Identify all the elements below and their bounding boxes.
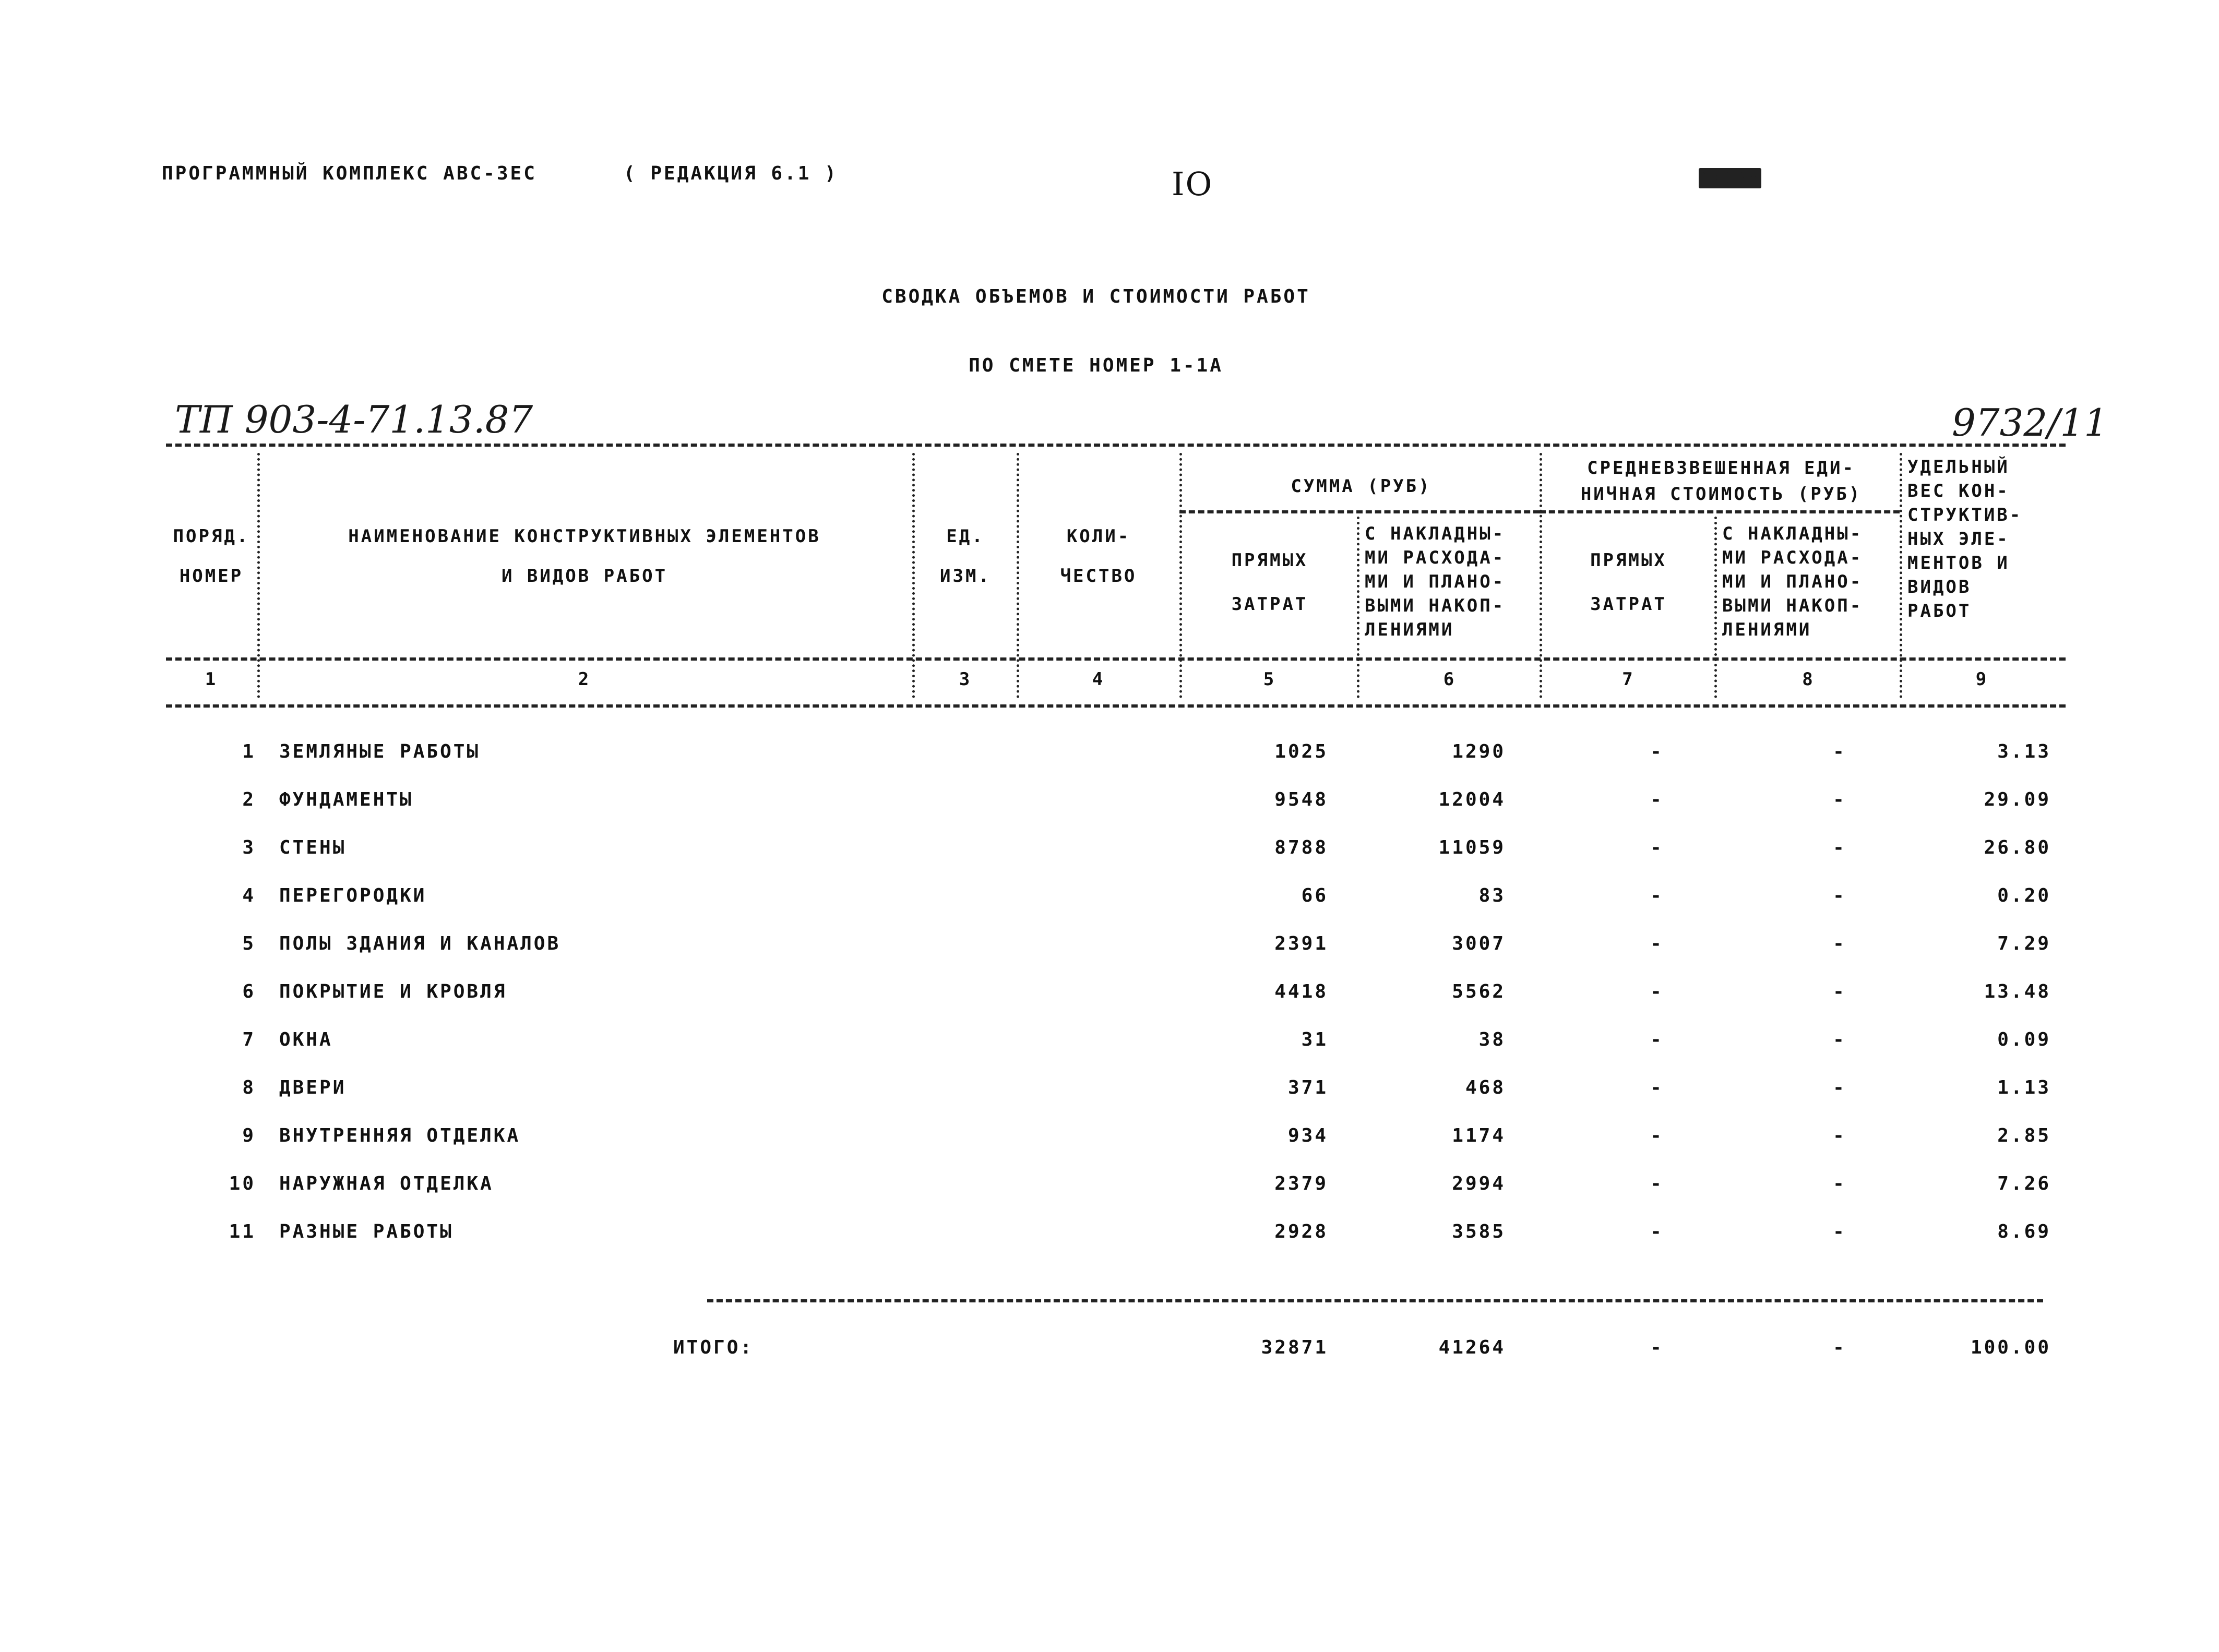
estimate-number: ПО СМЕТЕ НОМЕР 1-1А (969, 355, 1223, 376)
row-name: ПОЛЫ ЗДАНИЯ И КАНАЛОВ (279, 933, 561, 954)
row-direct-cost: 9548 (1274, 789, 1328, 810)
separator-1 (257, 453, 260, 698)
row-name: ПОКРЫТИЕ И КРОВЛЯ (279, 981, 507, 1002)
row-name: ДВЕРИ (279, 1077, 347, 1098)
row-number: 3 (242, 837, 256, 858)
row-number: 5 (242, 933, 256, 954)
row-name: НАРУЖНАЯ ОТДЕЛКА (279, 1173, 494, 1194)
row-avg-overhead: - (1833, 837, 1846, 858)
header-col5: ПРЯМЫХ ЗАТРАТ (1231, 550, 1308, 615)
row-number: 11 (229, 1221, 256, 1242)
header-col3: ЕД. ИЗМ. (940, 526, 991, 586)
colnum-9: 9 (1975, 669, 1989, 690)
row-avg-direct: - (1650, 1173, 1664, 1194)
row-avg-direct: - (1650, 1125, 1664, 1146)
row-number: 1 (242, 741, 256, 762)
row-share: 1.13 (1997, 1077, 2051, 1098)
row-avg-overhead: - (1833, 789, 1846, 810)
avg-group-divider (1540, 510, 1900, 513)
colnum-7: 7 (1622, 669, 1635, 690)
row-number: 7 (242, 1029, 256, 1050)
row-number: 4 (242, 885, 256, 906)
sum-group-divider (1179, 510, 1540, 513)
row-overhead-cost: 2994 (1452, 1173, 1506, 1194)
row-avg-overhead: - (1833, 1221, 1846, 1242)
row-name: ПЕРЕГОРОДКИ (279, 885, 427, 906)
total-label: ИТОГО: (673, 1337, 754, 1358)
total-avg-overhead: - (1833, 1337, 1846, 1358)
row-number: 8 (242, 1077, 256, 1098)
colnum-2: 2 (578, 669, 591, 690)
header-avg-group: СРЕДНЕВЗВЕШЕННАЯ ЕДИ- НИЧНАЯ СТОИМОСТЬ (РУБ) (1580, 458, 1862, 505)
header-col6: С НАКЛАДНЫ- МИ РАСХОДА- МИ И ПЛАНО- ВЫМИ НАКОП- ЛЕНИЯМИ (1365, 523, 1506, 640)
row-overhead-cost: 3585 (1452, 1221, 1506, 1242)
row-overhead-cost: 1174 (1452, 1125, 1506, 1146)
row-overhead-cost: 468 (1465, 1077, 1506, 1098)
row-avg-direct: - (1650, 1077, 1664, 1098)
stamp: 970109 (1699, 168, 1761, 188)
total-avg-direct: - (1650, 1337, 1664, 1358)
colnum-8: 8 (1802, 669, 1815, 690)
total-share: 100.00 (1970, 1337, 2051, 1358)
separator-7 (1714, 517, 1717, 698)
row-number: 2 (242, 789, 256, 810)
handwritten-project-code: ТП 903-4-71.13.87 (175, 398, 533, 441)
row-avg-direct: - (1650, 1029, 1664, 1050)
header-sum-group: СУММА (РУБ) (1291, 476, 1431, 497)
row-direct-cost: 8788 (1274, 837, 1328, 858)
row-direct-cost: 31 (1301, 1029, 1328, 1050)
row-name: СТЕНЫ (279, 837, 347, 858)
page-number: IO (1172, 165, 1213, 203)
colnum-1: 1 (205, 669, 218, 690)
row-direct-cost: 4418 (1274, 981, 1328, 1002)
row-avg-direct: - (1650, 933, 1664, 954)
row-share: 29.09 (1984, 789, 2051, 810)
header-col9: УДЕЛЬНЫЙ ВЕС КОН- СТРУКТИВ- НЫХ ЭЛЕ- МЕНТОВ И ВИДОВ РАБОТ (1907, 457, 2023, 621)
row-share: 26.80 (1984, 837, 2051, 858)
program-name: ПРОГРАММНЫЙ КОМПЛЕКС АВС-ЗЕС (162, 163, 537, 184)
separator-6 (1540, 453, 1542, 698)
header-bottom-border (166, 657, 2066, 661)
row-overhead-cost: 12004 (1438, 789, 1506, 810)
row-avg-overhead: - (1833, 981, 1846, 1002)
row-avg-direct: - (1650, 789, 1664, 810)
row-overhead-cost: 83 (1478, 885, 1506, 906)
row-share: 7.26 (1997, 1173, 2051, 1194)
row-share: 0.20 (1997, 885, 2051, 906)
row-avg-overhead: - (1833, 1125, 1846, 1146)
row-avg-overhead: - (1833, 1077, 1846, 1098)
row-share: 2.85 (1997, 1125, 2051, 1146)
edition-label: ( РЕДАКЦИЯ 6.1 ) (624, 163, 838, 184)
column-numbers-bottom-border (166, 704, 2066, 708)
row-share: 0.09 (1997, 1029, 2051, 1050)
row-avg-direct: - (1650, 741, 1664, 762)
separator-2 (912, 453, 915, 698)
row-avg-overhead: - (1833, 933, 1846, 954)
total-direct: 32871 (1261, 1337, 1328, 1358)
row-avg-overhead: - (1833, 1029, 1846, 1050)
header-col7: ПРЯМЫХ ЗАТРАТ (1590, 550, 1667, 615)
row-share: 3.13 (1997, 741, 2051, 762)
separator-8 (1900, 453, 1902, 698)
row-overhead-cost: 11059 (1438, 837, 1506, 858)
separator-3 (1017, 453, 1019, 698)
total-overhead: 41264 (1438, 1337, 1506, 1358)
header-col8: С НАКЛАДНЫ- МИ РАСХОДА- МИ И ПЛАНО- ВЫМИ НАКОП- ЛЕНИЯМИ (1722, 523, 1863, 640)
colnum-3: 3 (959, 669, 972, 690)
header-col4: КОЛИ- ЧЕСТВО (1060, 526, 1137, 586)
row-direct-cost: 1025 (1274, 741, 1328, 762)
colnum-6: 6 (1443, 669, 1457, 690)
row-direct-cost: 66 (1301, 885, 1328, 906)
row-number: 9 (242, 1125, 256, 1146)
colnum-5: 5 (1263, 669, 1276, 690)
row-avg-direct: - (1650, 1221, 1664, 1242)
row-name: ОКНА (279, 1029, 333, 1050)
row-avg-overhead: - (1833, 741, 1846, 762)
row-avg-overhead: - (1833, 1173, 1846, 1194)
row-direct-cost: 371 (1287, 1077, 1328, 1098)
row-share: 8.69 (1997, 1221, 2051, 1242)
row-direct-cost: 934 (1287, 1125, 1328, 1146)
separator-5 (1357, 517, 1359, 698)
row-name: РАЗНЫЕ РАБОТЫ (279, 1221, 454, 1242)
row-direct-cost: 2391 (1274, 933, 1328, 954)
total-separator (707, 1299, 2043, 1302)
row-avg-direct: - (1650, 837, 1664, 858)
row-direct-cost: 2379 (1274, 1173, 1328, 1194)
document-title: СВОДКА ОБЪЕМОВ И СТОИМОСТИ РАБОТ (881, 286, 1310, 307)
row-name: ЗЕМЛЯНЫЕ РАБОТЫ (279, 741, 481, 762)
colnum-4: 4 (1092, 669, 1105, 690)
row-overhead-cost: 5562 (1452, 981, 1506, 1002)
row-overhead-cost: 3007 (1452, 933, 1506, 954)
row-overhead-cost: 1290 (1452, 741, 1506, 762)
header-col2: НАИМЕНОВАНИЕ КОНСТРУКТИВНЫХ ЭЛЕМЕНТОВ И ВИДОВ РАБОТ (348, 526, 821, 586)
row-number: 6 (242, 981, 256, 1002)
row-share: 7.29 (1997, 933, 2051, 954)
row-name: ФУНДАМЕНТЫ (279, 789, 413, 810)
separator-4 (1179, 453, 1182, 698)
row-avg-direct: - (1650, 885, 1664, 906)
row-name: ВНУТРЕННЯЯ ОТДЕЛКА (279, 1125, 521, 1146)
row-share: 13.48 (1984, 981, 2051, 1002)
header-col1: ПОРЯД. НОМЕР (173, 526, 250, 586)
row-avg-overhead: - (1833, 885, 1846, 906)
row-overhead-cost: 38 (1478, 1029, 1506, 1050)
row-direct-cost: 2928 (1274, 1221, 1328, 1242)
row-number: 10 (229, 1173, 256, 1194)
row-avg-direct: - (1650, 981, 1664, 1002)
handwritten-archive-number: 9732/11 (1952, 401, 2108, 445)
table-top-border (166, 444, 2066, 447)
